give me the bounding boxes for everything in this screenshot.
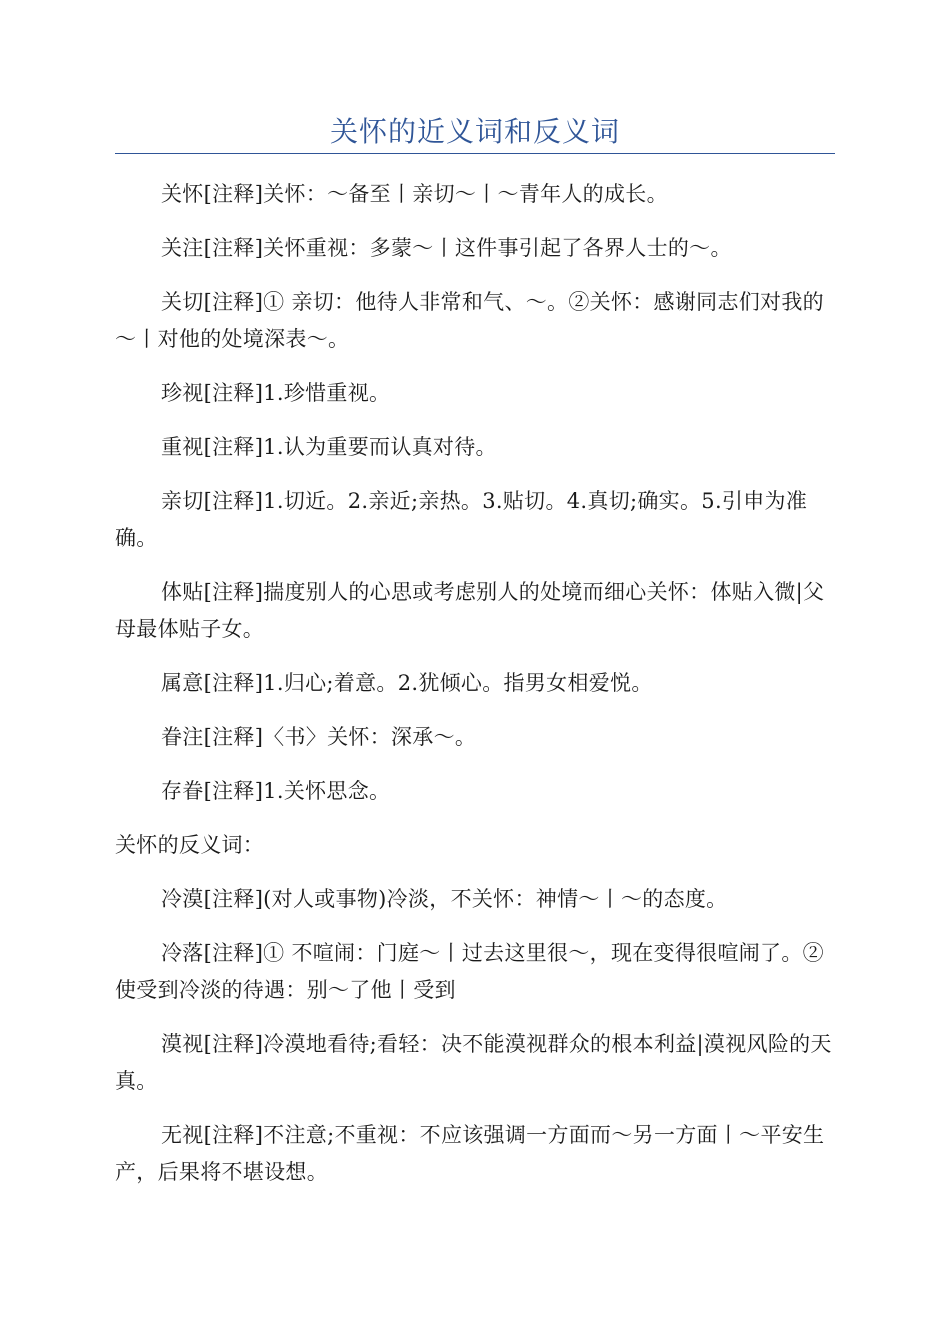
document-body bbox=[115, 176, 835, 1208]
section-heading-antonyms: 关怀的反义词： bbox=[115, 833, 265, 857]
paragraph-zhuyi: 属意[注释]1.归心;着意。2.犹倾心。指男女相爱悦。 bbox=[161, 671, 653, 695]
paragraph-zhenshi: 珍视[注释]1.珍惜重视。 bbox=[161, 381, 391, 405]
paragraph-cunjuan: 存眷[注释]1.关怀思念。 bbox=[161, 779, 391, 803]
paragraph-titie: 体贴[注释]揣度别人的心思或考虑别人的处境而细心关怀：体贴入微|父母最体贴子女。 bbox=[115, 580, 825, 641]
paragraph-lengluo: 冷落[注释]① 不喧闹：门庭～丨过去这里很～，现在变得很喧闹了。②使受到冷淡的待遇：别～了他丨受到 bbox=[115, 941, 824, 1002]
paragraph-wushi: 无视[注释]不注意;不重视：不应该强调一方面而～另一方面丨～平安生产，后果将不堪设想。 bbox=[115, 1123, 825, 1184]
paragraph-guanhuai: 关怀[注释]关怀：～备至丨亲切～丨～青年人的成长。 bbox=[161, 182, 668, 206]
page-title: 关怀的近义词和反义词 bbox=[329, 115, 620, 148]
paragraph-qinqie: 亲切[注释]1.切近。2.亲近;亲热。3.贴切。4.真切;确实。5.引申为准确。 bbox=[115, 489, 808, 550]
paragraph-lengmo: 冷漠[注释](对人或事物)冷淡，不关怀：神情～丨～的态度。 bbox=[161, 887, 728, 911]
paragraph-guanzhu: 关注[注释]关怀重视：多蒙～丨这件事引起了各界人士的～。 bbox=[161, 236, 732, 260]
title-underline bbox=[115, 153, 835, 154]
paragraph-zhongshi: 重视[注释]1.认为重要而认真对待。 bbox=[161, 435, 497, 459]
paragraph-guanqie: 关切[注释]① 亲切：他待人非常和气、～。②关怀：感谢同志们对我的～丨对他的处境深表～。 bbox=[115, 290, 824, 351]
paragraph-juanzhu: 眷注[注释]〈书〉关怀：深承～。 bbox=[161, 725, 477, 749]
paragraph-moshi: 漠视[注释]冷漠地看待;看轻：决不能漠视群众的根本利益|漠视风险的天真。 bbox=[115, 1032, 832, 1093]
